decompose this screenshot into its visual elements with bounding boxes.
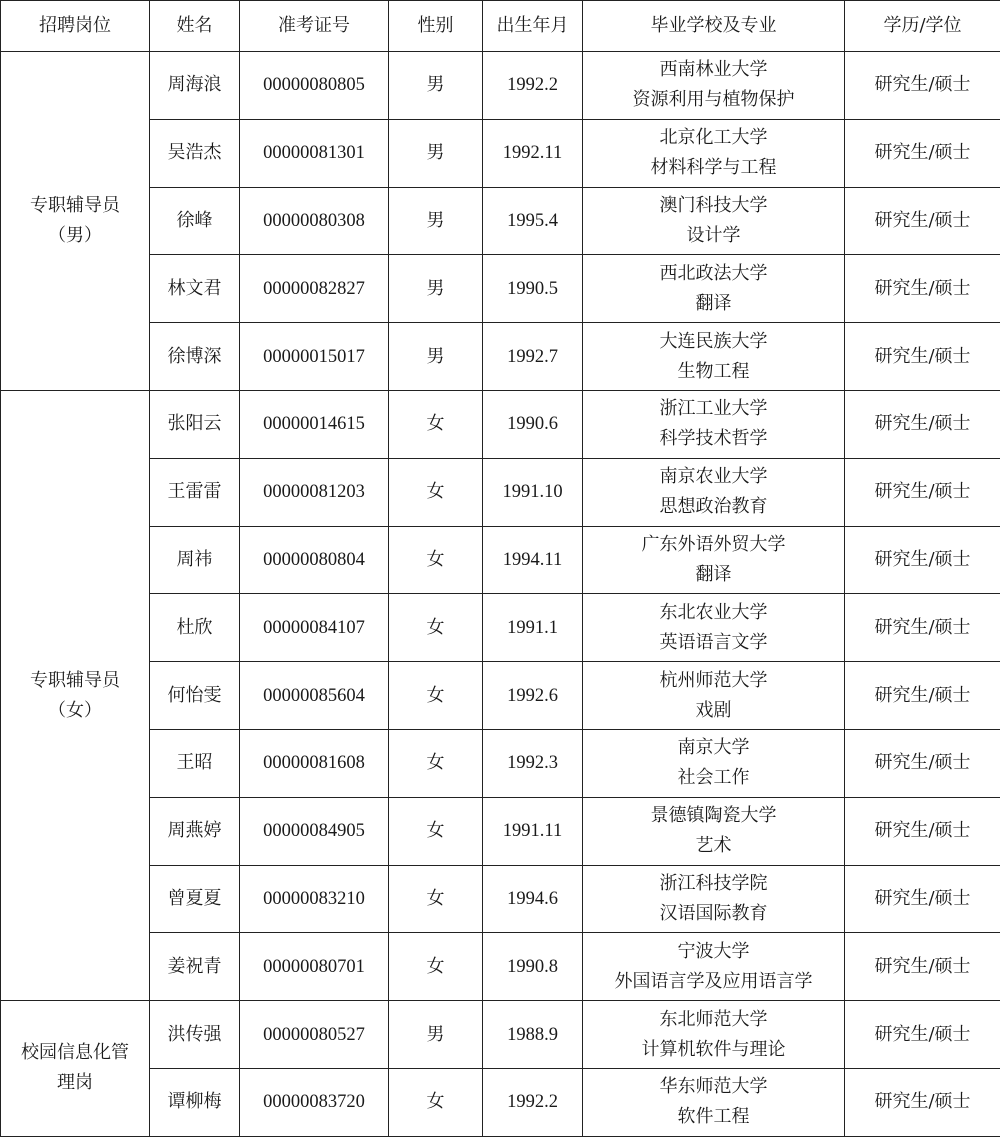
school-text: 华东师范大学	[659, 1076, 768, 1098]
degree-cell: 研究生/硕士	[845, 865, 1000, 933]
name-cell: 徐峰	[150, 187, 240, 255]
school-major-cell	[583, 662, 845, 730]
name-cell: 周祎	[150, 526, 240, 594]
table-row	[1, 933, 1000, 1001]
gender-cell: 女	[389, 662, 483, 730]
gender-cell: 男	[389, 52, 483, 120]
exam-id-cell: 00000081608	[240, 729, 389, 797]
school-text: 西北政法大学	[659, 262, 768, 284]
gender-cell: 女	[389, 865, 483, 933]
school-major-cell	[583, 390, 845, 458]
school-text: 景德镇陶瓷大学	[650, 805, 777, 827]
degree-cell: 研究生/硕士	[845, 119, 1000, 187]
table-row	[1, 797, 1000, 865]
table-row	[1, 458, 1000, 526]
school-text: 北京化工大学	[659, 127, 768, 149]
gender-cell: 男	[389, 119, 483, 187]
table-row	[1, 187, 1000, 255]
gender-cell: 女	[389, 390, 483, 458]
major-text: 汉语国际教育	[659, 902, 768, 924]
birth-cell: 1991.10	[483, 458, 583, 526]
school-major-cell	[583, 458, 845, 526]
major-text: 生物工程	[677, 360, 750, 382]
table-row	[1, 1001, 1000, 1069]
major-text: 科学技术哲学	[659, 428, 768, 450]
birth-cell: 1994.6	[483, 865, 583, 933]
major-text: 软件工程	[677, 1106, 750, 1128]
exam-id-cell: 00000080805	[240, 52, 389, 120]
school-text: 东北师范大学	[659, 1008, 768, 1030]
major-text: 翻译	[695, 292, 732, 314]
gender-cell: 女	[389, 1068, 483, 1136]
exam-id-cell: 00000081301	[240, 119, 389, 187]
birth-cell: 1992.6	[483, 662, 583, 730]
major-text: 翻译	[695, 563, 732, 585]
birth-cell: 1990.8	[483, 933, 583, 1001]
position-line: 专职辅导员	[30, 194, 120, 216]
name-cell: 张阳云	[150, 390, 240, 458]
degree-cell: 研究生/硕士	[845, 390, 1000, 458]
school-major-cell	[583, 526, 845, 594]
exam-id-cell: 00000080308	[240, 187, 389, 255]
gender-cell: 女	[389, 933, 483, 1001]
school-major-cell	[583, 729, 845, 797]
degree-cell: 研究生/硕士	[845, 1001, 1000, 1069]
table-row	[1, 594, 1000, 662]
major-text: 社会工作	[677, 767, 750, 789]
school-text: 西南林业大学	[659, 59, 768, 81]
name-cell: 杜欣	[150, 594, 240, 662]
exam-id-cell: 00000080527	[240, 1001, 389, 1069]
major-text: 资源利用与植物保护	[632, 89, 795, 111]
position-line: 校园信息化管	[21, 1042, 129, 1064]
header-birth: 出生年月	[483, 1, 583, 52]
table-row	[1, 1068, 1000, 1136]
school-major-cell	[583, 594, 845, 662]
position-line: （女）	[48, 699, 102, 721]
header-exam-id: 准考证号	[240, 1, 389, 52]
school-text: 澳门科技大学	[659, 194, 768, 216]
degree-cell: 研究生/硕士	[845, 458, 1000, 526]
exam-id-cell: 00000084905	[240, 797, 389, 865]
name-cell: 徐博深	[150, 323, 240, 391]
name-cell: 王雷雷	[150, 458, 240, 526]
header-school-major: 毕业学校及专业	[583, 1, 845, 52]
exam-id-cell: 00000014615	[240, 390, 389, 458]
school-major-cell	[583, 1001, 845, 1069]
name-cell: 周燕婷	[150, 797, 240, 865]
school-major-cell	[583, 119, 845, 187]
birth-cell: 1992.2	[483, 1068, 583, 1136]
exam-id-cell: 00000085604	[240, 662, 389, 730]
degree-cell: 研究生/硕士	[845, 526, 1000, 594]
position-line: 专职辅导员	[30, 669, 120, 691]
birth-cell: 1994.11	[483, 526, 583, 594]
exam-id-cell: 00000083720	[240, 1068, 389, 1136]
school-major-cell	[583, 797, 845, 865]
birth-cell: 1995.4	[483, 187, 583, 255]
school-major-cell	[583, 1068, 845, 1136]
name-cell: 林文君	[150, 255, 240, 323]
position-cell	[1, 52, 150, 391]
birth-cell: 1992.11	[483, 119, 583, 187]
degree-cell: 研究生/硕士	[845, 255, 1000, 323]
name-cell: 周海浪	[150, 52, 240, 120]
name-cell: 姜祝青	[150, 933, 240, 1001]
degree-cell: 研究生/硕士	[845, 662, 1000, 730]
name-cell: 谭柳梅	[150, 1068, 240, 1136]
birth-cell: 1991.1	[483, 594, 583, 662]
degree-cell: 研究生/硕士	[845, 323, 1000, 391]
birth-cell: 1990.6	[483, 390, 583, 458]
position-line: （男）	[48, 224, 102, 246]
table-row	[1, 662, 1000, 730]
birth-cell: 1991.11	[483, 797, 583, 865]
degree-cell: 研究生/硕士	[845, 729, 1000, 797]
header-position: 招聘岗位	[1, 1, 150, 52]
gender-cell: 女	[389, 526, 483, 594]
degree-cell: 研究生/硕士	[845, 933, 1000, 1001]
school-text: 南京农业大学	[659, 466, 768, 488]
exam-id-cell: 00000084107	[240, 594, 389, 662]
table-row	[1, 390, 1000, 458]
table-row	[1, 323, 1000, 391]
header-row	[1, 1, 1000, 52]
school-text: 浙江科技学院	[659, 872, 768, 894]
major-text: 思想政治教育	[659, 496, 768, 518]
header-degree: 学历/学位	[845, 1, 1000, 52]
exam-id-cell: 00000080701	[240, 933, 389, 1001]
exam-id-cell: 00000082827	[240, 255, 389, 323]
gender-cell: 男	[389, 1001, 483, 1069]
school-major-cell	[583, 255, 845, 323]
exam-id-cell: 00000015017	[240, 323, 389, 391]
school-text: 杭州师范大学	[659, 669, 768, 691]
header-gender: 性别	[389, 1, 483, 52]
exam-id-cell: 00000080804	[240, 526, 389, 594]
birth-cell: 1990.5	[483, 255, 583, 323]
gender-cell: 女	[389, 594, 483, 662]
school-major-cell	[583, 52, 845, 120]
position-cell	[1, 1001, 150, 1137]
major-text: 戏剧	[695, 699, 732, 721]
gender-cell: 男	[389, 255, 483, 323]
school-major-cell	[583, 323, 845, 391]
major-text: 英语语言文学	[659, 631, 768, 653]
header-name: 姓名	[150, 1, 240, 52]
gender-cell: 男	[389, 323, 483, 391]
table-row	[1, 52, 1000, 120]
table-row	[1, 865, 1000, 933]
school-text: 广东外语外贸大学	[641, 533, 786, 555]
gender-cell: 女	[389, 729, 483, 797]
school-major-cell	[583, 187, 845, 255]
major-text: 外国语言学及应用语言学	[614, 970, 813, 992]
name-cell: 何怡雯	[150, 662, 240, 730]
gender-cell: 男	[389, 187, 483, 255]
name-cell: 吴浩杰	[150, 119, 240, 187]
degree-cell: 研究生/硕士	[845, 52, 1000, 120]
name-cell: 曾夏夏	[150, 865, 240, 933]
table-row	[1, 526, 1000, 594]
school-major-cell	[583, 865, 845, 933]
table-row	[1, 729, 1000, 797]
degree-cell: 研究生/硕士	[845, 187, 1000, 255]
table-row	[1, 119, 1000, 187]
birth-cell: 1992.3	[483, 729, 583, 797]
exam-id-cell: 00000081203	[240, 458, 389, 526]
major-text: 计算机软件与理论	[641, 1038, 786, 1060]
birth-cell: 1988.9	[483, 1001, 583, 1069]
major-text: 材料科学与工程	[650, 157, 777, 179]
degree-cell: 研究生/硕士	[845, 797, 1000, 865]
gender-cell: 女	[389, 458, 483, 526]
major-text: 设计学	[686, 224, 741, 246]
position-line: 理岗	[57, 1072, 93, 1094]
exam-id-cell: 00000083210	[240, 865, 389, 933]
birth-cell: 1992.2	[483, 52, 583, 120]
school-text: 浙江工业大学	[659, 398, 768, 420]
school-text: 大连民族大学	[659, 330, 768, 352]
birth-cell: 1992.7	[483, 323, 583, 391]
degree-cell: 研究生/硕士	[845, 594, 1000, 662]
position-cell	[1, 390, 150, 1000]
degree-cell: 研究生/硕士	[845, 1068, 1000, 1136]
table-row	[1, 255, 1000, 323]
school-major-cell	[583, 933, 845, 1001]
school-text: 南京大学	[677, 737, 750, 759]
school-text: 宁波大学	[677, 940, 750, 962]
school-text: 东北农业大学	[659, 601, 768, 623]
name-cell: 王昭	[150, 729, 240, 797]
name-cell: 洪传强	[150, 1001, 240, 1069]
gender-cell: 女	[389, 797, 483, 865]
major-text: 艺术	[695, 835, 732, 857]
